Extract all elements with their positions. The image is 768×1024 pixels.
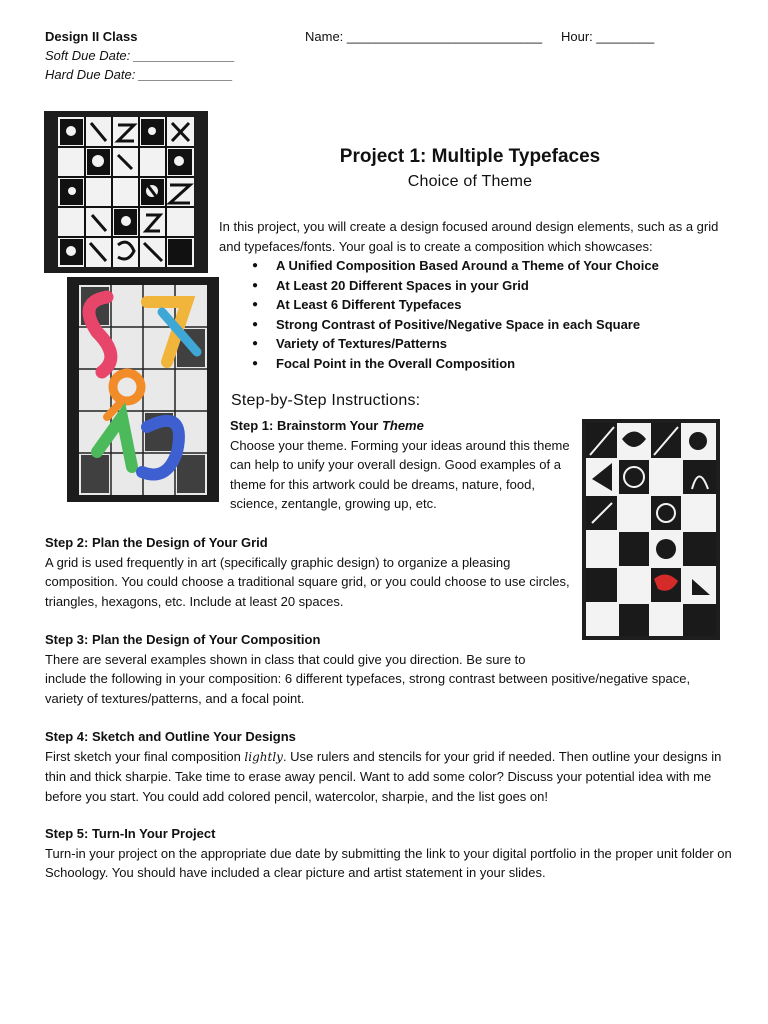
example-artwork-1-image (44, 111, 208, 273)
project-title: Project 1: Multiple Typefaces (339, 146, 601, 167)
requirement-item: ● A Unified Composition Based Around a Theme of Your Choice (252, 256, 659, 276)
step-4-body-start: First sketch your final composition (45, 748, 245, 764)
step-3-body-line-1: There are several examples shown in class that could give you direction. Be sure to (45, 651, 526, 667)
name-field: Name: ___________________________ (305, 29, 543, 44)
step-3-title: Step 3: Plan the Design of Your Composition (45, 632, 321, 647)
requirements-list (252, 256, 659, 373)
step-2 (45, 533, 570, 611)
step-3 (45, 630, 705, 708)
step-5 (45, 824, 735, 883)
step-1 (230, 416, 570, 514)
project-subtitle: Choice of Theme (407, 173, 533, 190)
step-3-body (45, 650, 705, 709)
step-4-body (45, 747, 735, 807)
step-4-emphasis: lightly (244, 749, 283, 764)
hour-field: Hour: ________ (561, 29, 655, 44)
step-1-title-text: Step 1: Brainstorm Your (230, 418, 382, 433)
step-4 (45, 727, 735, 806)
step-1-title (230, 416, 570, 436)
steps-heading: Step-by-Step Instructions: (231, 392, 421, 409)
step-4-body-end: . Use rulers and stencils for your grid if needed. Then outline your designs in thin and thick sharpie. Take time to erase away pencil. Want to add some color? Discuss your potential idea with me before you start. You could add colored pencil, watercolor, sharpie, and the list goes on! (45, 748, 722, 804)
intro-paragraph: In this project, you will create a design focused around design elements, such as a grid and typefaces/fonts. Your goal is to create a composition which showcases: (219, 219, 719, 254)
step-5-title: Step 5: Turn-In Your Project (45, 826, 216, 841)
step-4-title: Step 4: Sketch and Outline Your Designs (45, 729, 296, 744)
step-1-body: Choose your theme. Forming your ideas around this theme can help to unify your overall design. Good examples of a theme for this artwork could be dreams, nature, food, science, zentangle, growing up, etc. (230, 437, 570, 511)
step-2-title: Step 2: Plan the Design of Your Grid (45, 535, 268, 550)
requirement-item: ● Variety of Textures/Patterns (252, 334, 659, 354)
step-2-body: A grid is used frequently in art (specifically graphic design) to organize a pleasing composition. You could choose a traditional square grid, or you could choose to use circles, triangles, hexagons, etc. Include at least 20 spaces. (45, 554, 570, 609)
requirement-item: ● At Least 20 Different Spaces in your Grid (252, 276, 659, 296)
class-label: Design II Class (45, 29, 138, 44)
step-3-body-rest: include the following in your composition: 6 different typefaces, strong contrast between positive/negative space, variety of textures/patterns, and a focal point. (45, 671, 691, 706)
requirement-item: ● Focal Point in the Overall Composition (252, 354, 659, 374)
requirement-item: ● At Least 6 Different Typefaces (252, 295, 659, 315)
example-artwork-2-image (67, 277, 219, 502)
step-5-body: Turn-in your project on the appropriate due date by submitting the link to your digital portfolio in the proper unit folder on Schoology. You should have included a clear picture and artist statement in your slides. (45, 845, 732, 880)
soft-due-date: Soft Due Date: ______________ (45, 48, 236, 63)
example-artwork-3-image (582, 419, 720, 640)
requirement-item: ● Strong Contrast of Positive/Negative Space in each Square (252, 315, 659, 335)
hard-due-date: Hard Due Date: _____________ (45, 67, 233, 82)
step-1-title-emphasis: Theme (381, 418, 424, 433)
